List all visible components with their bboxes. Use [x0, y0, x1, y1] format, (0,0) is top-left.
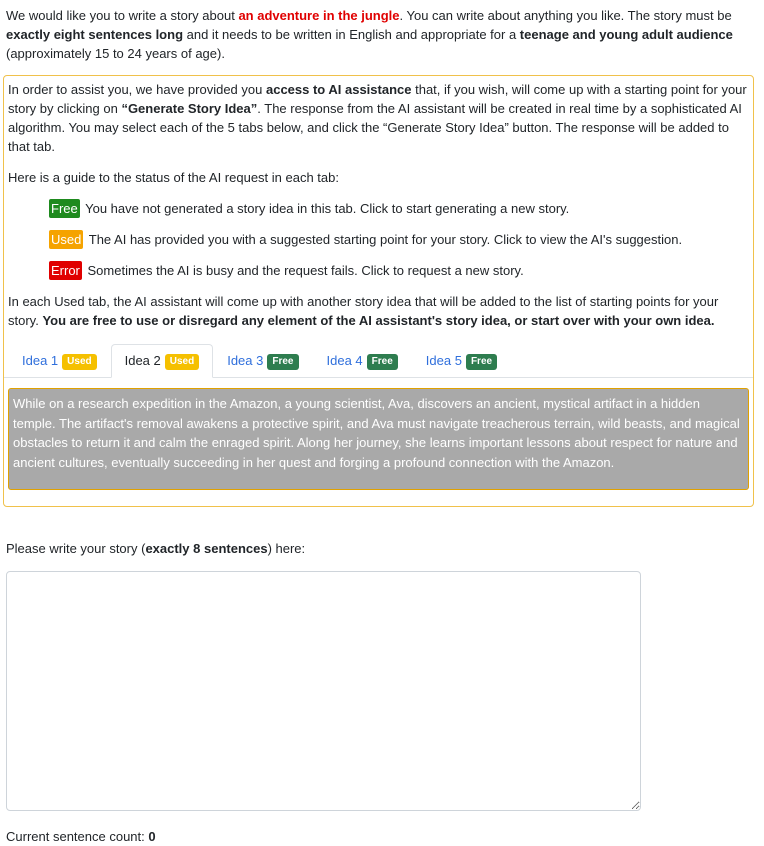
tab-status-badge: Free: [267, 354, 298, 370]
tab-label: Idea 3: [227, 353, 264, 368]
instructions-text-1: We would like you to write a story about: [6, 8, 239, 23]
instructions-text-4: (approximately 15 to 24 years of age).: [6, 46, 225, 61]
assist-text-1c: . The response from the AI assistant will be created in real time by a sophisticated AI algorithm. You may select each of the 5 tabs below, and click the “Generate Story Idea” button. The response will be added to that tab.: [8, 101, 742, 154]
tab-idea-5[interactable]: [412, 344, 511, 378]
prompt-text-b: ) here:: [267, 541, 306, 556]
assist-text-3a: In each Used tab, the AI assistant will come up with another story idea that will be added to the list of starting points for your story.: [8, 294, 719, 328]
prompt-text-a: Please write your story (: [6, 541, 146, 556]
tab-idea-4[interactable]: [313, 344, 412, 378]
used-badge: Used: [51, 232, 82, 247]
instructions-text-3: and it needs to be written in English and appropriate for a: [183, 27, 520, 42]
sentence-count-value: 0: [148, 829, 156, 844]
ai-assistance-box: [3, 75, 754, 507]
assist-paragraph-3: [8, 292, 749, 330]
error-badge: Error: [51, 263, 80, 278]
assist-paragraph-1: [8, 80, 749, 156]
legend-error: [49, 261, 749, 280]
legend-free: [49, 199, 749, 218]
assist-text-1b: that, if you wish, will come up with a starting point for your story by clicking on: [8, 82, 747, 116]
legend-error-text: Sometimes the AI is busy and the request fails. Click to request a new story.: [87, 263, 524, 278]
tab-label: Idea 4: [326, 353, 363, 368]
tab-status-badge: Free: [466, 354, 497, 370]
tab-label: Idea 5: [425, 353, 462, 368]
legend-used-text: The AI has provided you with a suggested starting point for your story. Click to view the AI's suggestion.: [88, 232, 683, 247]
assist-bold-1: access to AI assistance: [265, 82, 412, 97]
tab-idea-2[interactable]: [111, 344, 214, 378]
generate-story-idea-label: “Generate Story Idea”: [121, 101, 258, 116]
prompt-bold: exactly 8 sentences: [145, 541, 268, 556]
tab-status-badge: Free: [367, 354, 398, 370]
tab-idea-3[interactable]: [213, 344, 312, 378]
legend-used: [49, 230, 749, 249]
free-badge: Free: [51, 201, 78, 216]
assist-bold-3: You are free to use or disregard any element of the AI assistant's story idea, or start over with your own idea.: [42, 313, 715, 328]
instructions: [6, 6, 758, 63]
legend-free-text: You have not generated a story idea in this tab. Click to start generating a new story.: [85, 201, 570, 216]
tab-label: Idea 1: [22, 353, 59, 368]
tab-label: Idea 2: [124, 353, 161, 368]
audience-requirement: teenage and young adult audience: [519, 27, 733, 42]
guide-intro: Here is a guide to the status of the AI request in each tab:: [8, 170, 339, 185]
story-topic: an adventure in the jungle: [238, 8, 400, 23]
sentence-count-label: Current sentence count:: [6, 829, 149, 844]
instructions-text-2: . You can write about anything you like. The story must be: [399, 8, 732, 23]
tab-idea-1[interactable]: [8, 344, 111, 378]
length-requirement: exactly eight sentences long: [6, 27, 184, 42]
story-textarea[interactable]: [6, 571, 641, 811]
sentence-count: [6, 827, 758, 846]
story-idea-panel: While on a research expedition in the Amazon, a young scientist, Ava, discovers an ancient, mystical artifact in a hidden temple. The artifact's removal awakens a protective spirit, and Ava must navigate treacherous terrain, wild beasts, and magical obstacles to return it and calm the enraged spirit. Along her journey, she learns important lessons about respect for nature and ancient cultures, eventually succeeding in her quest and forging a profound connection with the Amazon.: [8, 388, 749, 490]
tab-status-badge: Used: [165, 354, 199, 370]
assist-text-1a: In order to assist you, we have provided you: [8, 82, 266, 97]
story-prompt: [6, 539, 758, 558]
idea-tabs: [4, 344, 753, 378]
tab-status-badge: Used: [62, 354, 96, 370]
